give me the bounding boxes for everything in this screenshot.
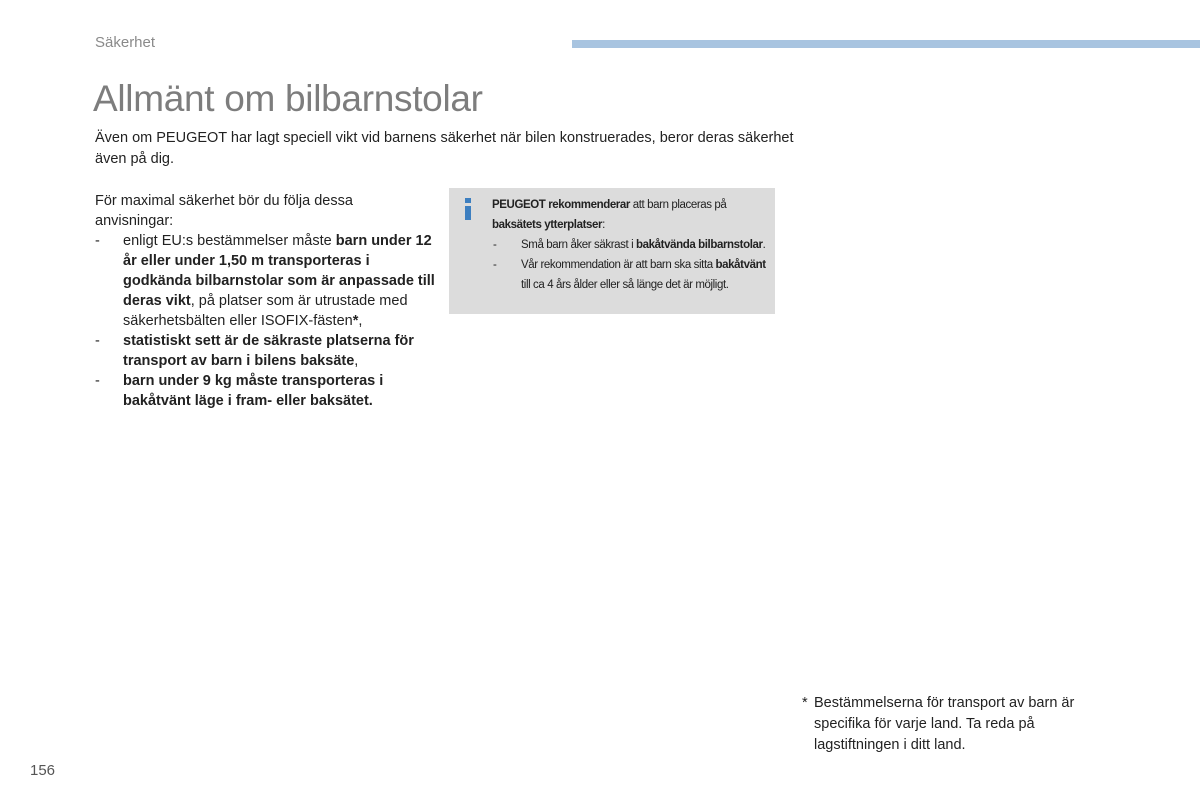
info-box — [449, 188, 775, 314]
list-item — [95, 231, 435, 331]
list-item-bold-text: barn under 12 år eller under 1,50 m transporteras i godkända bilbarnstolar som är anpassade till deras vikt — [123, 233, 435, 309]
footnote — [802, 693, 1092, 756]
footnote-text: Bestämmelserna för transport av barn är specifika för varje land. Ta reda på lagstiftningen i ditt land. — [814, 695, 1075, 753]
dash-bullet: - — [95, 233, 100, 249]
section-label: Säkerhet — [95, 34, 156, 51]
list-item — [492, 255, 772, 295]
list-item-punctuation: , — [358, 313, 363, 329]
footnote-marker: * — [352, 313, 359, 329]
info-bold-text: bakåtvända bilbarnstolar — [636, 239, 763, 251]
instructions-list — [95, 231, 435, 411]
info-list — [492, 235, 772, 295]
page-title: Allmänt om bilbarnstolar — [93, 78, 483, 119]
list-item-punctuation: , — [354, 353, 359, 369]
info-punctuation: . — [762, 239, 766, 251]
info-text: Vår rekommendation är att barn ska sitta — [521, 259, 716, 271]
dash-bullet: - — [493, 239, 497, 251]
info-text: att barn placeras på — [629, 199, 727, 211]
footnote-marker: * — [802, 695, 808, 711]
dash-bullet: - — [95, 373, 100, 389]
instructions-column — [95, 191, 435, 411]
info-icon — [463, 198, 473, 220]
dash-bullet: - — [95, 333, 100, 349]
info-lead — [492, 195, 772, 235]
info-box-body — [492, 195, 772, 295]
page-number: 156 — [30, 762, 56, 779]
header-accent-bar — [572, 40, 1200, 48]
instructions-lead: För maximal säkerhet bör du följa dessa anvisningar: — [95, 193, 353, 229]
info-text: till ca 4 års ålder eller så länge det är möjligt. — [521, 279, 729, 291]
list-item-bold-text: barn under 9 kg måste transporteras i bakåtvänt läge i fram- eller baksätet. — [123, 373, 384, 409]
list-item-bold-text: statistiskt sett är de säkraste platserna för transport av barn i bilens baksäte — [123, 333, 414, 369]
list-item-text: enligt EU:s bestämmelser måste — [123, 233, 336, 249]
info-bold-text: bakåtvänt — [715, 259, 766, 271]
list-item — [492, 235, 772, 255]
info-bold-text: PEUGEOT rekommenderar — [492, 199, 630, 211]
dash-bullet: - — [493, 259, 497, 271]
info-text: Små barn åker säkrast i — [521, 239, 637, 251]
intro-paragraph: Även om PEUGEOT har lagt speciell vikt vid barnens säkerhet när bilen konstruerades, beror deras säkerhet även på dig. — [95, 130, 794, 167]
info-bold-text: baksätets ytterplatser — [492, 219, 603, 231]
info-punctuation: : — [602, 219, 605, 231]
list-item — [95, 371, 435, 411]
list-item-text: , på platser som är utrustade med säkerhetsbälten eller ISOFIX-fästen — [123, 293, 408, 329]
list-item — [95, 331, 435, 371]
